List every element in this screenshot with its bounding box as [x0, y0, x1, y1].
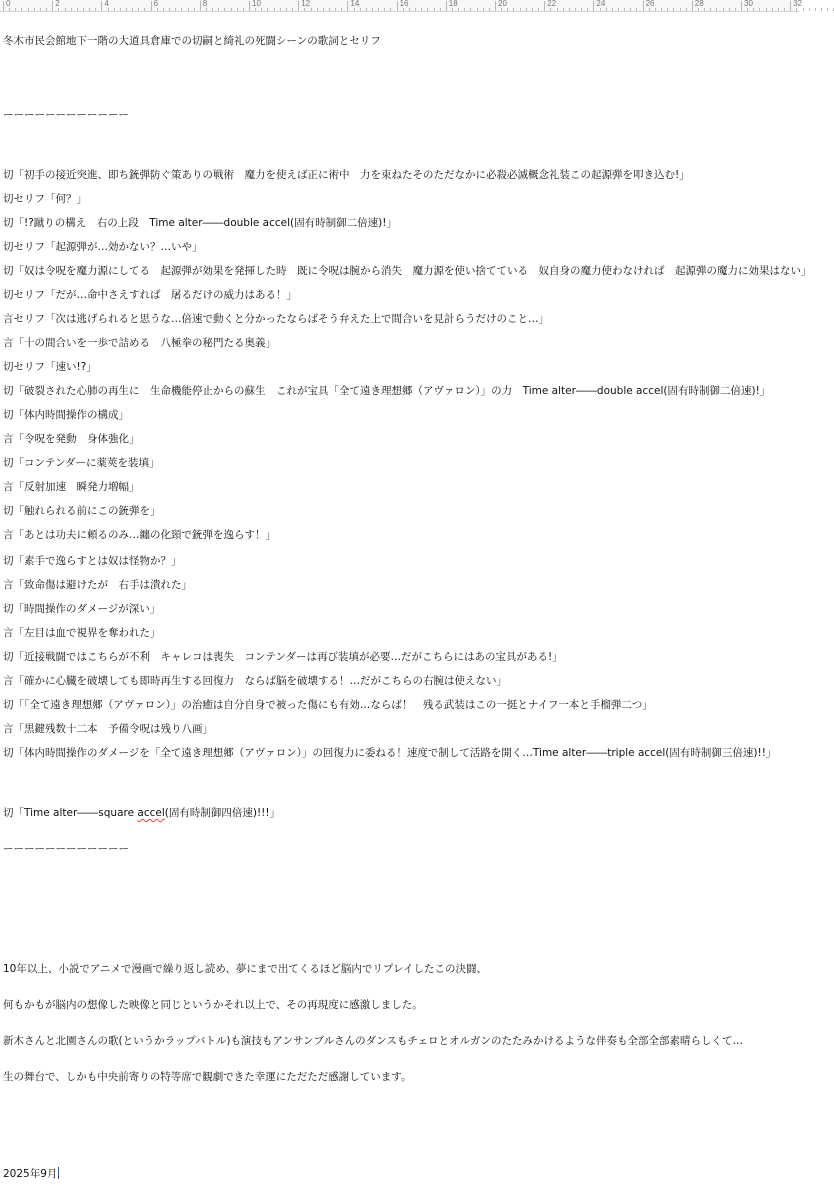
afterword: [3, 939, 795, 1107]
separator-top: ーーーーーーーーーーーー: [3, 109, 129, 121]
lyrics-block: [3, 157, 812, 771]
ruler-major-tick: [151, 1, 152, 11]
lyric-line: 言「十の間合いを一歩で詰める 八極拳の秘門たる奥義」: [3, 337, 276, 349]
afterword-line: 10年以上、小説でアニメで漫画で繰り返し読め、夢にまで出てくるほど脳内でリプレイしたこの決闘、: [3, 963, 487, 975]
lyric-line-final: 切「Time alter――square accel(固有時制御四倍速)!!!」: [3, 807, 281, 819]
ruler-label: 30: [744, 0, 753, 8]
lyric-line: 切セリフ「何？」: [3, 193, 87, 205]
ruler-major-tick: [741, 1, 742, 11]
ruler-major-tick: [692, 1, 693, 11]
ruler-label: 6: [153, 0, 159, 8]
ruler-label: 20: [498, 0, 507, 8]
ruler-major-tick: [3, 1, 4, 11]
lyric-line: 切「触れられる前にこの銃弾を」: [3, 505, 161, 517]
separator-bottom: ーーーーーーーーーーーー: [3, 843, 129, 855]
ruler-label: 28: [694, 0, 704, 8]
afterword-line: 何もかもが脳内の想像した映像と同じというかそれ以上で、その再現度に感激しました。: [3, 999, 423, 1011]
lyric-line: 切「破裂された心肺の再生に 生命機能停止からの蘇生 これが宝具「全て遠き理想郷（アヴァロン）」の力 Time alter――double accel(固有時制御二倍速)!」: [3, 385, 771, 397]
ruler-major-tick: [495, 1, 496, 11]
text-caret: [58, 1167, 59, 1179]
lyric-line: 切「奴は令呪を魔力源にしてる 起源弾が効果を発揮した時 既に令呪は腕から消失 魔力源を使い捨てている 奴自身の魔力使わなければ 起源弾の魔力に効果はない」: [3, 265, 812, 277]
date-text: 2025年9月: [3, 1168, 58, 1180]
ruler-label: 22: [547, 0, 557, 8]
ruler-major-tick: [101, 1, 102, 11]
lyric-line: 切「体内時間操作の構成」: [3, 409, 129, 421]
lyric-line: 言「反射加速 瞬発力増幅」: [3, 481, 140, 493]
lyric-line: 切「「全て遠き理想郷（アヴァロン）」の治癒は自分自身で被った傷にも有効…ならば！ 残る武装はこの一挺とナイフ一本と手榴弾二つ」: [3, 699, 653, 711]
ruler-major-tick: [397, 1, 398, 11]
document-body[interactable]: [3, 11, 812, 1191]
ruler-minor-tick: [821, 8, 822, 11]
afterword-line: 生の舞台で、しかも中央前寄りの特等席で観劇できた幸運にただただ感謝しています。: [3, 1071, 412, 1083]
ruler-label: 26: [645, 0, 655, 8]
ruler-label: 0: [6, 0, 11, 8]
ruler-label: 2: [55, 0, 60, 8]
ruler-label: 24: [596, 0, 606, 8]
ruler-major-tick: [249, 1, 250, 11]
ruler-major-tick: [347, 1, 348, 11]
afterword-line: 新木さんと北園さんの歌(というかラップバトル)も演技もアンサンブルさんのダンスもチェロとオルガンのたたみかけるような伴奏も全部全部素晴らしくて…: [3, 1035, 744, 1047]
ruler-label: 4: [104, 0, 109, 8]
lyric-line: 切「素手で逸らすとは奴は怪物か？」: [3, 555, 182, 567]
lyric-line: 切「近接戦闘ではこちらが不利 キャレコは喪失 コンテンダーは再び装填が必要…だがこちらにはあの宝具がある!」: [3, 651, 563, 663]
lyric-line: 切セリフ「だが…命中さえすれば 屠るだけの威力はある！」: [3, 289, 297, 301]
ruler-label: 10: [252, 0, 261, 8]
lyric-line: 切セリフ「起源弾が…効かない？…いや」: [3, 241, 203, 253]
ruler-minor-tick: [815, 8, 816, 11]
lyric-line: 切「時間操作のダメージが深い」: [3, 603, 161, 615]
ruler-minor-tick: [796, 8, 797, 11]
lyric-line: 切「!?蹴りの構え 右の上段 Time alter――double accel(固有時制御二倍速)!」: [3, 217, 397, 229]
lyric-line: 切「体内時間操作のダメージを「全て遠き理想郷（アヴァロン）」の回復力に委ねる！速度で制して活路を開く…Time alter――triple accel(固有時制御三倍速)!!」: [3, 747, 777, 759]
lyric-line: 切セリフ「速い!?」: [3, 361, 97, 373]
lyric-line: 切「初手の接近突進、即ち銃弾防ぐ策ありの戦術 魔力を使えば正に術中 力を束ねたそのただなかに必殺必滅概念礼装この起源弾を叩き込む!」: [3, 169, 690, 181]
document-title: 冬木市民会館地下一階の大道具倉庫での切嗣と綺礼の死闘シーンの歌詞とセリフ: [3, 35, 381, 47]
spellcheck-word[interactable]: accel: [137, 807, 165, 819]
lyric-line: 言セリフ「次は逃げられると思うな…倍速で動くと分かったならばそう弁えた上で間合いを見計らうだけのこと…」: [3, 313, 549, 325]
ruler-label: 14: [350, 0, 360, 8]
ruler-major-tick: [544, 1, 545, 11]
ruler-minor-tick: [827, 8, 828, 11]
ruler-major-tick: [52, 1, 53, 11]
date-line[interactable]: [3, 1167, 795, 1179]
ruler-major-tick: [446, 1, 447, 11]
lyric-line: 言「黒鍵残数十二本 予備令呪は残り八画」: [3, 723, 213, 735]
ruler-label: 16: [399, 0, 409, 8]
lyric-line: 言「左目は血で視界を奪われた」: [3, 627, 161, 639]
ruler-label: 8: [202, 0, 208, 8]
ruler-minor-tick: [809, 8, 810, 11]
ruler-label: 32: [793, 0, 803, 8]
ruler-major-tick: [790, 1, 791, 11]
ruler-major-tick: [200, 1, 201, 11]
ruler-major-tick: [643, 1, 644, 11]
ruler-major-tick: [593, 1, 594, 11]
lyric-line: 言「あとは功夫に頼るのみ…纏の化頸で銃弾を逸らす！」: [3, 529, 276, 541]
ruler-label: 18: [448, 0, 458, 8]
lyric-line: 切「コンテンダーに薬莢を装填」: [3, 457, 160, 469]
lyric-line: 言「令呪を発動 身体強化」: [3, 433, 140, 445]
ruler-label: 12: [301, 0, 311, 8]
ruler-minor-tick: [803, 8, 804, 11]
ruler-major-tick: [298, 1, 299, 11]
lyric-line: 言「致命傷は避けたが 右手は潰れた」: [3, 579, 192, 591]
lyric-line: 言「確かに心臓を破壊しても即時再生する回復力 ならば脳を破壊する！…だがこちらの右腕は使えない」: [3, 675, 507, 687]
